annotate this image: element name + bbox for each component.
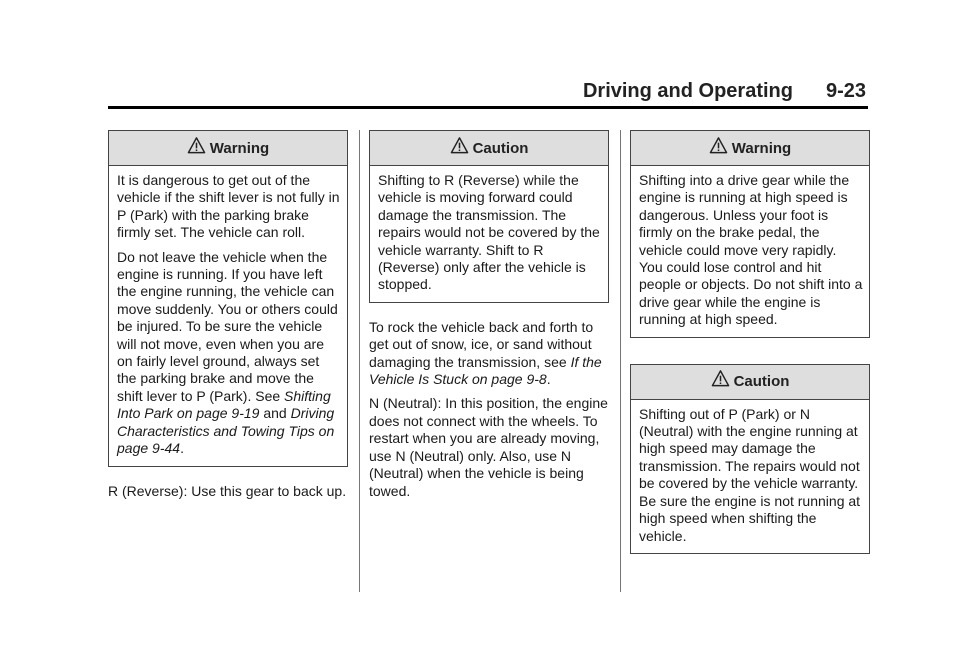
reverse-text: Use this gear to back up. [187, 482, 347, 499]
page-header [108, 78, 868, 109]
column-3 [630, 130, 870, 554]
warning-box [108, 130, 348, 467]
caution-box [369, 130, 609, 303]
page-reference-link[interactable]: Shifting Into Park on page 9-19 [117, 387, 331, 422]
column-divider [359, 130, 360, 592]
rock-paragraph [369, 319, 609, 389]
caution-box-header [631, 365, 869, 400]
caution-title: Caution [472, 139, 529, 157]
column-2 [369, 130, 609, 507]
caution-box [630, 364, 870, 554]
warning-triangle-icon [450, 136, 469, 155]
column-1 [108, 130, 348, 507]
warning-title: Warning [209, 139, 270, 157]
warning-paragraph: Shifting into a drive gear while the engine is running at high speed is dangerous. Unless your foot is firmly on the brake pedal, the vehicle could move very rapidly. You could lose control and hit people or objects. Do not shift into a drive gear while the engine is running at high speed. [639, 172, 863, 328]
page-reference-link[interactable]: If the Vehicle Is Stuck on page 9-8 [369, 353, 602, 388]
warning-triangle-icon [709, 136, 728, 155]
reverse-paragraph [108, 483, 348, 500]
warning-box-header [109, 131, 347, 166]
caution-paragraph: Shifting out of P (Park) or N (Neutral) with the engine running at high speed may damage the transmission. The repairs would not be covered by the vehicle warranty. Be sure the engine is not running at high speed when shifting the vehicle. [639, 405, 861, 544]
warning-paragraph: It is dangerous to get out of the vehicle if the shift lever is not fully in P (Park) with the parking brake firmly set. The vehicle can roll. [117, 172, 340, 241]
warning-title: Warning [731, 139, 792, 157]
warning-box [630, 130, 870, 338]
paragraph-text: To rock the vehicle back and forth to get out of snow, ice, or sand without damaging the transmission, see [369, 318, 594, 370]
caution-box-header [370, 131, 608, 166]
paragraph-text: . [180, 440, 184, 457]
neutral-term: N (Neutral): [369, 395, 442, 412]
reverse-term: R (Reverse): [108, 482, 188, 499]
warning-box-header [631, 131, 869, 166]
paragraph-text: . [546, 371, 551, 388]
column-divider [620, 130, 621, 592]
section-title: Driving and Operating [582, 80, 793, 102]
warning-triangle-icon [187, 136, 206, 155]
paragraph-text: Do not leave the vehicle when the engine is running. If you have left the engine running, the vehicle can move suddenly. You or others could be injured. To be sure the vehicle will not move, even when you are on fairly level ground, always set the parking brake and move the shift lever to P (Park). See [117, 248, 338, 404]
paragraph-text: and [259, 405, 291, 422]
page-reference-link[interactable]: Driving Characteristics and Towing Tips on page 9-44 [117, 405, 335, 457]
warning-triangle-icon [711, 369, 730, 388]
caution-title: Caution [733, 373, 790, 391]
neutral-text: In this position, the engine does not connect with the wheels. To restart when you are already moving, use N (Neutral) only. Also, use N (Neutral) when the vehicle is being towed. [369, 395, 608, 499]
warning-paragraph [117, 249, 341, 458]
caution-paragraph: Shifting to R (Reverse) while the vehicle is moving forward could damage the transmission. The repairs would not be covered by the vehicle warranty. Shift to R (Reverse) only after the vehicle is stopped. [378, 172, 600, 293]
neutral-paragraph [369, 395, 609, 499]
page-number: 9-23 [825, 80, 866, 102]
